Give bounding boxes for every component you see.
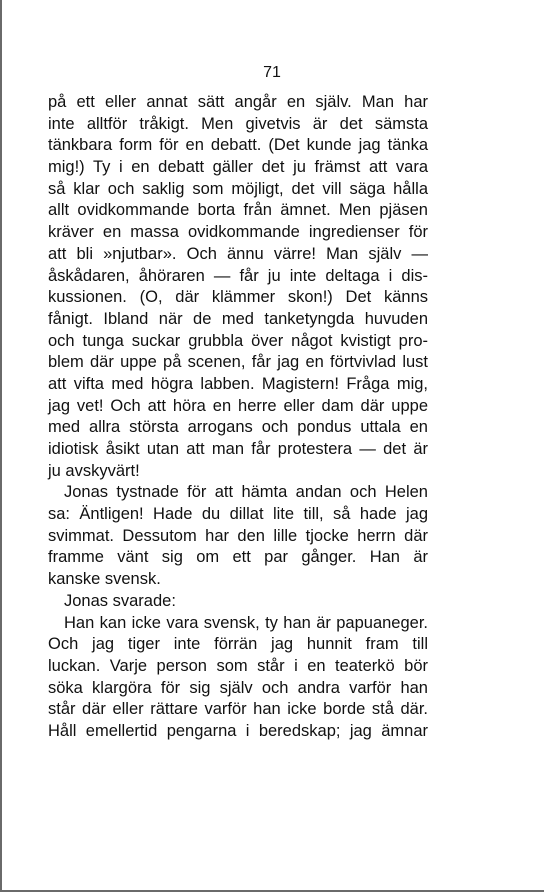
- text-line: Han kan icke vara svensk, ty han är papuaneger.: [64, 613, 428, 632]
- text-line: kussionen. (O, där klämmer skon!) Det känns: [48, 288, 428, 307]
- text-line: blem där uppe på scenen, får jag en förtvivlad lust: [48, 353, 428, 372]
- text-line: kanske svensk.: [48, 570, 161, 589]
- text-line: Jonas svarade:: [64, 591, 176, 610]
- scan-edge-left: [0, 0, 2, 892]
- text-line: ju avskyvärt!: [48, 461, 140, 480]
- text-line: inte alltför tråkigt. Men givetvis är det sämsta: [48, 114, 428, 133]
- text-line: sa: Äntligen! Hade du dillat lite till, så hade jag: [48, 505, 428, 524]
- text-line: står där eller rättare varför han icke borde stå där.: [48, 700, 428, 719]
- text-line: så klar och saklig som möjligt, det vill säga hålla: [48, 179, 428, 198]
- text-line: svimmat. Dessutom har den lille tjocke herrn där: [48, 526, 428, 545]
- text-line: tänkbara form för en debatt. (Det kunde jag tänka: [48, 136, 428, 155]
- page-number: 71: [263, 64, 281, 81]
- body-text: [48, 92, 428, 743]
- text-line: framme vänt sig om ett par gånger. Han är: [48, 548, 428, 567]
- text-line: och tunga suckar grubbla över något kvistigt pro-: [48, 331, 428, 350]
- text-line: på ett eller annat sätt angår en själv. Man har: [48, 93, 428, 111]
- text-line: Jonas tystnade för att hämta andan och Helen: [64, 483, 428, 502]
- text-line: åskådaren, åhöraren — får ju inte deltaga i dis-: [48, 266, 428, 285]
- text-line: Håll emellertid pengarna i beredskap; jag ämnar: [48, 721, 428, 740]
- text-line: med allra största arrogans och pondus uttala en: [48, 418, 428, 437]
- text-line: Och jag tiger inte förrän jag hunnit fram till: [48, 635, 428, 654]
- text-line: idiotisk åsikt utan att man får protestera — det är: [48, 440, 428, 458]
- text-line: mig!) Ty i en debatt gäller det ju främst att vara: [48, 158, 428, 177]
- text-line: fånigt. Ibland när de med tanketyngda huvuden: [48, 309, 428, 328]
- text-line: att bli »njutbar». Och ännu värre! Man själv —: [48, 244, 428, 263]
- text-line: att vifta med högra labben. Magistern! Fråga mig,: [48, 374, 428, 393]
- text-line: jag vet! Och att höra en herre eller dam där uppe: [48, 396, 428, 415]
- text-line: allt ovidkommande borta från ämnet. Men pjäsen: [48, 201, 428, 220]
- text-line: söka klargöra för sig själv och andra varför han: [48, 678, 428, 697]
- text-line: kräver en massa ovidkommande ingredienser för: [48, 223, 428, 242]
- text-line: luckan. Varje person som står i en teaterkö bör: [48, 656, 428, 675]
